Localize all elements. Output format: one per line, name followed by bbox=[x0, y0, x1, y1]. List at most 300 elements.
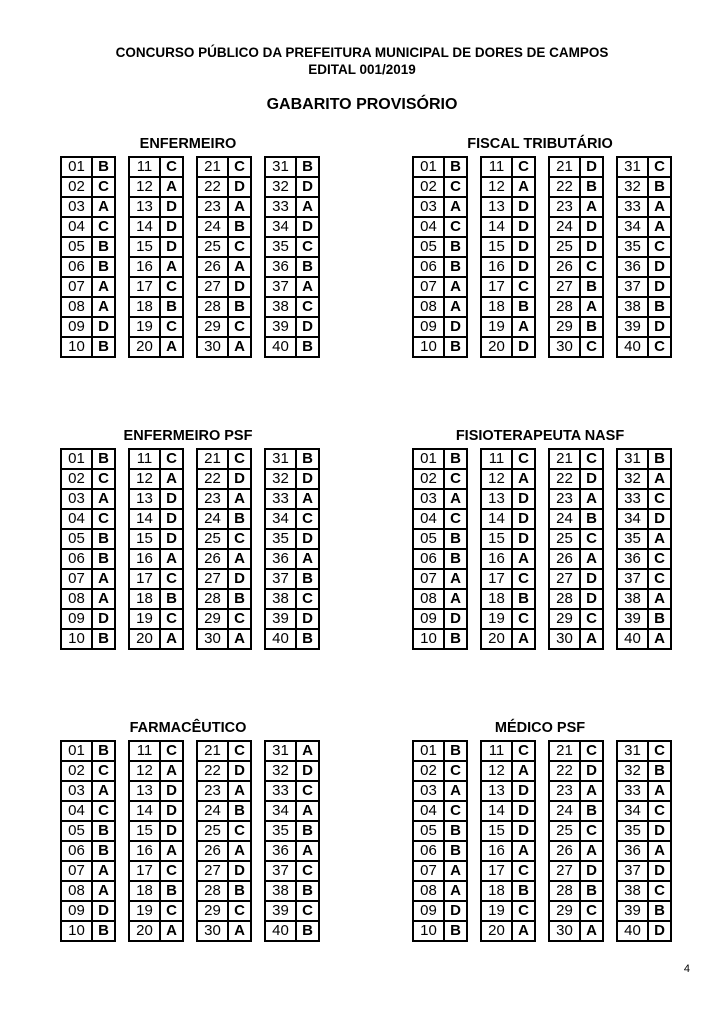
answer-row bbox=[413, 629, 467, 649]
question-number: 09 bbox=[61, 609, 92, 629]
question-number: 05 bbox=[413, 821, 444, 841]
answer-row bbox=[129, 217, 183, 237]
answer-table bbox=[264, 740, 320, 942]
answer-row bbox=[617, 257, 671, 277]
answer-letter: A bbox=[160, 257, 183, 277]
answer-letter: B bbox=[444, 629, 467, 649]
question-number: 03 bbox=[61, 489, 92, 509]
answer-row bbox=[549, 781, 603, 801]
answer-letter: D bbox=[648, 257, 671, 277]
question-number: 25 bbox=[549, 237, 580, 257]
answer-letter: B bbox=[92, 629, 115, 649]
question-number: 10 bbox=[413, 921, 444, 941]
question-number: 20 bbox=[481, 629, 512, 649]
answer-row bbox=[197, 237, 251, 257]
question-number: 15 bbox=[481, 529, 512, 549]
answer-row bbox=[549, 761, 603, 781]
answer-row bbox=[61, 801, 115, 821]
question-number: 36 bbox=[617, 841, 648, 861]
question-number: 31 bbox=[617, 449, 648, 469]
answer-table bbox=[616, 448, 672, 650]
answer-column bbox=[264, 740, 320, 942]
answer-row bbox=[481, 781, 535, 801]
answer-row bbox=[617, 741, 671, 761]
answer-letter: C bbox=[228, 157, 251, 177]
answer-letter: A bbox=[92, 277, 115, 297]
answer-row bbox=[265, 529, 319, 549]
answer-letter: D bbox=[648, 277, 671, 297]
answer-letter: A bbox=[228, 337, 251, 357]
answer-row bbox=[413, 741, 467, 761]
question-number: 08 bbox=[61, 297, 92, 317]
answer-row bbox=[129, 821, 183, 841]
answer-column bbox=[264, 448, 320, 650]
question-number: 09 bbox=[413, 317, 444, 337]
answer-letter: C bbox=[296, 237, 319, 257]
answer-row bbox=[481, 529, 535, 549]
question-number: 01 bbox=[61, 157, 92, 177]
question-number: 02 bbox=[61, 469, 92, 489]
answer-letter: A bbox=[228, 629, 251, 649]
answer-letter: D bbox=[160, 197, 183, 217]
answer-row bbox=[265, 509, 319, 529]
answer-letter: A bbox=[648, 589, 671, 609]
answer-letter: C bbox=[648, 157, 671, 177]
answer-letter: D bbox=[228, 277, 251, 297]
question-number: 10 bbox=[61, 629, 92, 649]
question-number: 16 bbox=[481, 841, 512, 861]
answer-letter: A bbox=[160, 921, 183, 941]
question-number: 20 bbox=[481, 921, 512, 941]
answer-column bbox=[128, 156, 184, 358]
answer-row bbox=[413, 841, 467, 861]
answer-table bbox=[480, 740, 536, 942]
answer-table bbox=[548, 448, 604, 650]
answer-letter: C bbox=[512, 609, 535, 629]
answer-letter: D bbox=[648, 861, 671, 881]
answer-row bbox=[549, 489, 603, 509]
question-number: 30 bbox=[197, 337, 228, 357]
answer-letter: B bbox=[444, 337, 467, 357]
answer-row bbox=[549, 237, 603, 257]
answer-letter: D bbox=[512, 529, 535, 549]
question-number: 08 bbox=[413, 589, 444, 609]
answer-letter: B bbox=[228, 297, 251, 317]
answer-letter: C bbox=[228, 901, 251, 921]
question-number: 31 bbox=[617, 741, 648, 761]
answer-row bbox=[617, 237, 671, 257]
answer-row bbox=[197, 589, 251, 609]
answer-row bbox=[617, 449, 671, 469]
answer-letter: A bbox=[444, 297, 467, 317]
question-number: 36 bbox=[617, 549, 648, 569]
question-number: 06 bbox=[413, 549, 444, 569]
answer-letter: D bbox=[296, 469, 319, 489]
question-number: 03 bbox=[413, 489, 444, 509]
answer-letter: A bbox=[228, 197, 251, 217]
question-number: 32 bbox=[265, 469, 296, 489]
answer-row bbox=[617, 921, 671, 941]
answer-letter: C bbox=[160, 901, 183, 921]
answer-row bbox=[265, 549, 319, 569]
answer-letter: C bbox=[648, 741, 671, 761]
answer-letter: A bbox=[92, 297, 115, 317]
question-number: 13 bbox=[129, 489, 160, 509]
answer-letter: B bbox=[228, 589, 251, 609]
answer-letter: A bbox=[228, 841, 251, 861]
answer-letter: A bbox=[580, 841, 603, 861]
question-number: 18 bbox=[481, 589, 512, 609]
answer-letter: D bbox=[580, 217, 603, 237]
answer-column bbox=[60, 156, 116, 358]
question-number: 40 bbox=[265, 921, 296, 941]
answer-row bbox=[617, 901, 671, 921]
answer-letter: B bbox=[444, 449, 467, 469]
question-number: 06 bbox=[61, 549, 92, 569]
question-number: 28 bbox=[197, 589, 228, 609]
question-number: 39 bbox=[265, 609, 296, 629]
answer-letter: D bbox=[648, 921, 671, 941]
answer-letter: C bbox=[228, 741, 251, 761]
answer-row bbox=[413, 237, 467, 257]
question-number: 23 bbox=[549, 197, 580, 217]
answer-row bbox=[61, 257, 115, 277]
answer-letter: B bbox=[296, 257, 319, 277]
question-number: 39 bbox=[617, 901, 648, 921]
question-number: 17 bbox=[481, 277, 512, 297]
answer-row bbox=[617, 489, 671, 509]
answer-letter: B bbox=[160, 589, 183, 609]
answer-letter: A bbox=[648, 841, 671, 861]
question-number: 38 bbox=[265, 589, 296, 609]
question-number: 22 bbox=[549, 761, 580, 781]
answer-letter: B bbox=[444, 921, 467, 941]
question-number: 26 bbox=[549, 257, 580, 277]
question-number: 28 bbox=[197, 297, 228, 317]
question-number: 23 bbox=[549, 781, 580, 801]
question-number: 11 bbox=[481, 157, 512, 177]
answer-row bbox=[413, 569, 467, 589]
question-number: 24 bbox=[549, 509, 580, 529]
answer-row bbox=[413, 489, 467, 509]
answer-column bbox=[616, 448, 672, 650]
answer-letter: B bbox=[160, 297, 183, 317]
question-number: 07 bbox=[61, 569, 92, 589]
answer-letter: D bbox=[228, 861, 251, 881]
answer-letter: B bbox=[648, 449, 671, 469]
answer-letter: C bbox=[92, 761, 115, 781]
answer-letter: A bbox=[512, 921, 535, 941]
question-number: 07 bbox=[61, 277, 92, 297]
answer-row bbox=[61, 489, 115, 509]
question-number: 17 bbox=[481, 861, 512, 881]
answer-row bbox=[265, 489, 319, 509]
answer-letter: B bbox=[296, 449, 319, 469]
answer-letter: A bbox=[160, 177, 183, 197]
question-number: 05 bbox=[61, 529, 92, 549]
question-number: 40 bbox=[617, 921, 648, 941]
answer-letter: C bbox=[160, 157, 183, 177]
question-number: 12 bbox=[129, 761, 160, 781]
answer-row bbox=[61, 317, 115, 337]
answer-letter: C bbox=[160, 277, 183, 297]
answer-row bbox=[617, 529, 671, 549]
answer-row bbox=[549, 257, 603, 277]
answer-row bbox=[197, 781, 251, 801]
answer-letter: C bbox=[512, 569, 535, 589]
answer-letter: A bbox=[160, 841, 183, 861]
question-number: 05 bbox=[413, 237, 444, 257]
answer-letter: C bbox=[228, 449, 251, 469]
answer-letter: A bbox=[444, 861, 467, 881]
answer-table bbox=[616, 156, 672, 358]
answer-letter: C bbox=[92, 509, 115, 529]
answer-row bbox=[549, 881, 603, 901]
question-number: 15 bbox=[481, 821, 512, 841]
answer-letter: A bbox=[648, 781, 671, 801]
answer-letter: A bbox=[228, 257, 251, 277]
answer-row bbox=[481, 177, 535, 197]
question-number: 03 bbox=[413, 197, 444, 217]
answer-letter: A bbox=[512, 841, 535, 861]
answer-row bbox=[481, 901, 535, 921]
answer-letter: B bbox=[228, 801, 251, 821]
answer-column bbox=[616, 740, 672, 942]
question-number: 01 bbox=[413, 449, 444, 469]
answer-letter: B bbox=[648, 761, 671, 781]
answer-letter: A bbox=[444, 881, 467, 901]
question-number: 27 bbox=[549, 861, 580, 881]
question-number: 32 bbox=[265, 761, 296, 781]
answer-letter: C bbox=[580, 529, 603, 549]
answer-row bbox=[61, 449, 115, 469]
answer-letter: C bbox=[228, 237, 251, 257]
answer-row bbox=[617, 297, 671, 317]
question-number: 25 bbox=[197, 529, 228, 549]
answer-letter: C bbox=[296, 589, 319, 609]
answer-row bbox=[617, 177, 671, 197]
answer-row bbox=[413, 881, 467, 901]
answer-letter: C bbox=[92, 177, 115, 197]
answer-column bbox=[196, 740, 252, 942]
answer-row bbox=[61, 861, 115, 881]
answer-letter: C bbox=[296, 297, 319, 317]
answer-letter: D bbox=[160, 217, 183, 237]
question-number: 40 bbox=[265, 629, 296, 649]
answer-row bbox=[481, 449, 535, 469]
question-number: 24 bbox=[197, 509, 228, 529]
answer-letter: B bbox=[444, 841, 467, 861]
question-number: 12 bbox=[481, 469, 512, 489]
answer-letter: D bbox=[160, 821, 183, 841]
answer-letter: C bbox=[296, 781, 319, 801]
answer-row bbox=[549, 549, 603, 569]
answer-letter: C bbox=[648, 237, 671, 257]
answer-row bbox=[197, 861, 251, 881]
answer-letter: D bbox=[160, 489, 183, 509]
answer-letter: A bbox=[512, 469, 535, 489]
question-number: 13 bbox=[481, 781, 512, 801]
question-number: 15 bbox=[129, 821, 160, 841]
answer-row bbox=[617, 781, 671, 801]
question-number: 13 bbox=[129, 781, 160, 801]
answer-letter: A bbox=[444, 197, 467, 217]
answer-row bbox=[197, 801, 251, 821]
answer-letter: B bbox=[444, 741, 467, 761]
question-number: 13 bbox=[129, 197, 160, 217]
answer-letter: A bbox=[580, 197, 603, 217]
answer-row bbox=[61, 881, 115, 901]
answer-table bbox=[128, 740, 184, 942]
answer-row bbox=[197, 489, 251, 509]
answer-row bbox=[413, 277, 467, 297]
question-number: 02 bbox=[61, 761, 92, 781]
answer-row bbox=[61, 921, 115, 941]
question-number: 34 bbox=[265, 801, 296, 821]
answer-column bbox=[412, 156, 468, 358]
answer-letter: D bbox=[580, 469, 603, 489]
answer-row bbox=[61, 589, 115, 609]
answer-letter: C bbox=[160, 609, 183, 629]
answer-row bbox=[617, 337, 671, 357]
answer-letter: C bbox=[160, 569, 183, 589]
answer-letter: C bbox=[648, 569, 671, 589]
question-number: 24 bbox=[549, 217, 580, 237]
answer-letter: A bbox=[92, 589, 115, 609]
answer-row bbox=[481, 509, 535, 529]
answer-letter: C bbox=[444, 177, 467, 197]
answer-row bbox=[197, 609, 251, 629]
question-number: 40 bbox=[617, 629, 648, 649]
answer-table bbox=[412, 448, 468, 650]
answer-table bbox=[264, 156, 320, 358]
answer-letter: B bbox=[444, 529, 467, 549]
answer-letter: A bbox=[228, 781, 251, 801]
question-number: 20 bbox=[129, 629, 160, 649]
answer-row bbox=[129, 741, 183, 761]
answer-letter: B bbox=[92, 841, 115, 861]
answer-letter: A bbox=[92, 197, 115, 217]
answer-letter: B bbox=[444, 821, 467, 841]
question-number: 37 bbox=[617, 861, 648, 881]
question-number: 18 bbox=[129, 881, 160, 901]
answer-letter: A bbox=[580, 629, 603, 649]
question-number: 18 bbox=[481, 881, 512, 901]
answer-letter: C bbox=[444, 761, 467, 781]
answer-column bbox=[616, 156, 672, 358]
answer-row bbox=[61, 469, 115, 489]
answer-row bbox=[197, 257, 251, 277]
question-number: 38 bbox=[617, 881, 648, 901]
answer-row bbox=[61, 629, 115, 649]
question-number: 09 bbox=[413, 901, 444, 921]
question-number: 06 bbox=[61, 257, 92, 277]
question-number: 01 bbox=[61, 449, 92, 469]
answer-row bbox=[129, 589, 183, 609]
question-number: 36 bbox=[617, 257, 648, 277]
answer-row bbox=[617, 569, 671, 589]
answer-letter: D bbox=[296, 529, 319, 549]
answer-letter: B bbox=[92, 549, 115, 569]
answer-letter: C bbox=[444, 801, 467, 821]
answer-row bbox=[61, 609, 115, 629]
answer-row bbox=[197, 741, 251, 761]
answer-letter: A bbox=[580, 921, 603, 941]
answer-letter: B bbox=[160, 881, 183, 901]
question-number: 20 bbox=[129, 921, 160, 941]
question-number: 11 bbox=[481, 741, 512, 761]
question-number: 01 bbox=[413, 741, 444, 761]
answer-letter: D bbox=[648, 509, 671, 529]
answer-letter: C bbox=[512, 741, 535, 761]
answer-row bbox=[413, 901, 467, 921]
question-number: 29 bbox=[197, 609, 228, 629]
answer-row bbox=[617, 469, 671, 489]
question-number: 25 bbox=[549, 529, 580, 549]
question-number: 11 bbox=[129, 157, 160, 177]
question-number: 21 bbox=[197, 157, 228, 177]
question-number: 18 bbox=[129, 589, 160, 609]
answer-row bbox=[129, 337, 183, 357]
question-number: 32 bbox=[617, 469, 648, 489]
answer-letter: B bbox=[228, 509, 251, 529]
answer-letter: C bbox=[444, 509, 467, 529]
question-number: 28 bbox=[549, 589, 580, 609]
question-number: 04 bbox=[61, 217, 92, 237]
answer-letter: C bbox=[648, 489, 671, 509]
answer-row bbox=[129, 297, 183, 317]
answer-row bbox=[413, 297, 467, 317]
answer-letter: D bbox=[444, 317, 467, 337]
answer-letter: A bbox=[92, 881, 115, 901]
answer-row bbox=[197, 841, 251, 861]
answer-row bbox=[197, 177, 251, 197]
question-number: 22 bbox=[549, 177, 580, 197]
question-number: 10 bbox=[413, 629, 444, 649]
answer-letter: D bbox=[512, 489, 535, 509]
question-number: 17 bbox=[481, 569, 512, 589]
answer-row bbox=[481, 861, 535, 881]
answer-letter: B bbox=[512, 589, 535, 609]
answer-row bbox=[129, 257, 183, 277]
question-number: 06 bbox=[413, 257, 444, 277]
question-number: 40 bbox=[617, 337, 648, 357]
question-number: 40 bbox=[265, 337, 296, 357]
answer-letter: B bbox=[580, 317, 603, 337]
question-number: 22 bbox=[549, 469, 580, 489]
answer-table bbox=[480, 156, 536, 358]
question-number: 33 bbox=[265, 489, 296, 509]
answer-letter: A bbox=[296, 841, 319, 861]
answer-row bbox=[617, 589, 671, 609]
answer-column bbox=[412, 448, 468, 650]
question-number: 07 bbox=[61, 861, 92, 881]
answer-letter: A bbox=[160, 469, 183, 489]
answer-row bbox=[197, 317, 251, 337]
answer-letter: B bbox=[648, 609, 671, 629]
question-number: 02 bbox=[413, 177, 444, 197]
question-number: 14 bbox=[481, 509, 512, 529]
answer-letter: B bbox=[648, 177, 671, 197]
answer-letter: B bbox=[228, 881, 251, 901]
answer-letter: C bbox=[160, 741, 183, 761]
answer-row bbox=[413, 157, 467, 177]
answer-table bbox=[60, 156, 116, 358]
answer-row bbox=[549, 337, 603, 357]
answer-letter: D bbox=[580, 569, 603, 589]
answer-letter: D bbox=[648, 317, 671, 337]
answer-letter: C bbox=[512, 901, 535, 921]
